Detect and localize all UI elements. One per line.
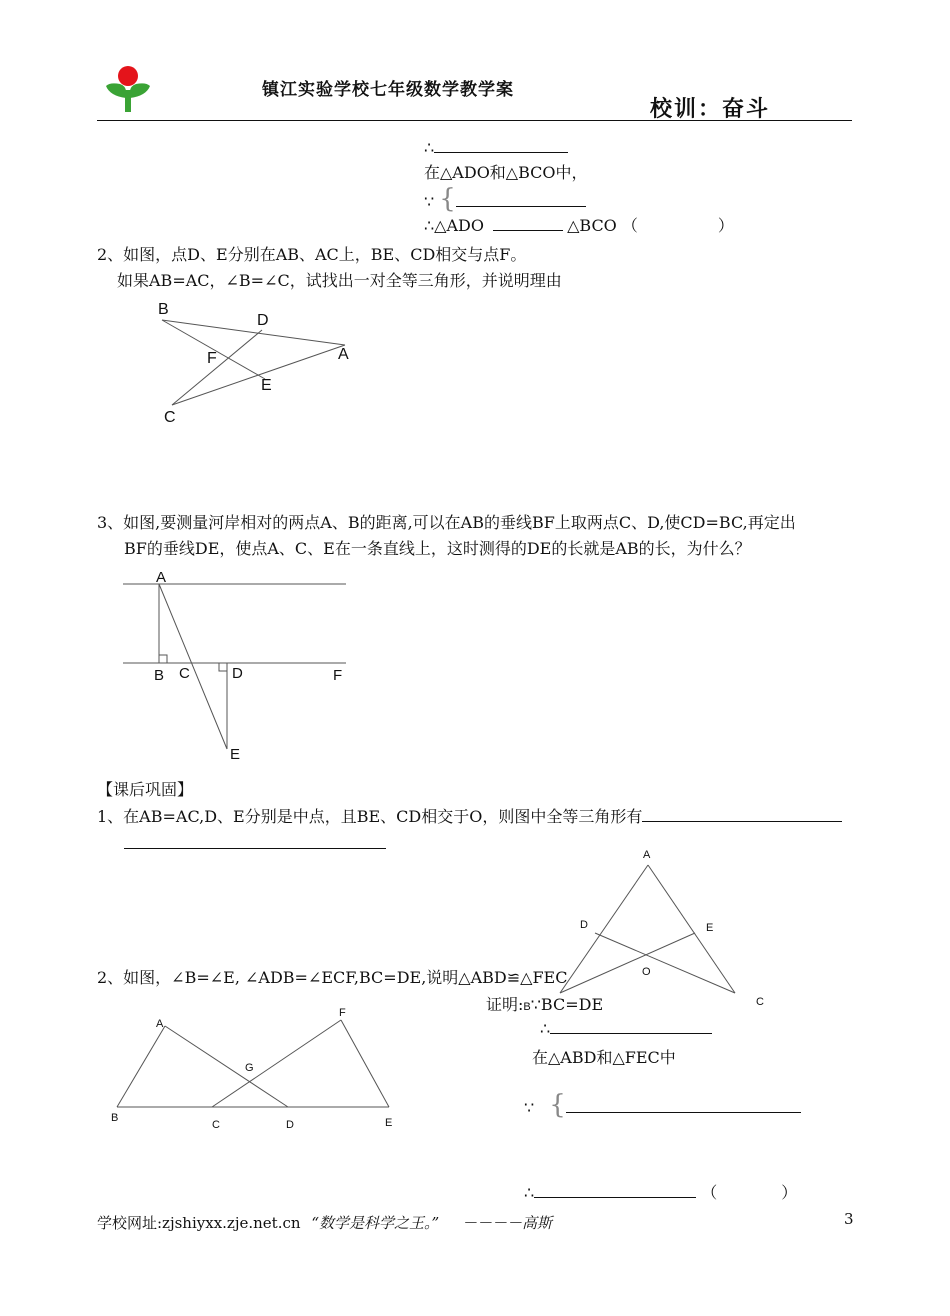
label-a: A <box>156 1018 164 1030</box>
brace-icon: { <box>549 1090 566 1120</box>
footer-site: 学校网址:zjshiyxx.zje.net.cn <box>97 1214 301 1232</box>
proof-conclusion-line-2 <box>524 1180 797 1203</box>
proof-bc-line <box>486 992 603 1015</box>
review-heading: 【课后巩固】 <box>97 780 194 799</box>
proof-because-line <box>424 184 586 214</box>
figure-two-triangles <box>105 1000 405 1135</box>
review-q1-text: 1、在AB=AC,D、E分别是中点，且BE、CD相交于O，则图中全等三角形有 <box>97 807 643 826</box>
label-b: B <box>523 1001 531 1013</box>
label-b: B <box>158 301 169 318</box>
header-title: 镇江实验学校七年级数学教学案 <box>262 80 514 100</box>
label-f: F <box>339 1007 346 1019</box>
answer-blank[interactable] <box>493 214 563 231</box>
label-c: C <box>756 996 764 1008</box>
because-symbol: ∵ <box>524 1098 535 1117</box>
label-c: C <box>212 1119 220 1131</box>
label-b: B <box>154 667 165 684</box>
q3-line2: BF的垂线DE，使点A、C、E在一条直线上，这时测得的DE的长就是AB的长，为什么？ <box>124 539 751 558</box>
proof-line-in-triangles: 在△ADO和△BCO中， <box>424 163 588 182</box>
label-e: E <box>385 1117 393 1129</box>
review-q1 <box>97 804 842 827</box>
label-e: E <box>261 377 272 394</box>
label-b: B <box>111 1112 119 1124</box>
figure-river-measure <box>120 566 360 766</box>
sprout-logo-icon <box>102 62 154 114</box>
proof-conclusion-line <box>424 213 734 236</box>
reason-paren: （ ） <box>621 216 734 235</box>
proof-therefore-line <box>424 136 568 157</box>
label-o: O <box>642 966 651 978</box>
answer-blank[interactable] <box>534 1181 696 1198</box>
conclusion-right: △BCO <box>567 216 617 235</box>
header-rule <box>97 120 852 121</box>
q3-line1: 3、如图,要测量河岸相对的两点A、B的距离,可以在AB的垂线BF上取两点C、D,使CD=BC,再定出 <box>97 513 796 532</box>
proof-in-triangles: 在△ABD和△FEC中 <box>532 1048 676 1067</box>
answer-blank[interactable] <box>642 805 842 822</box>
label-g: G <box>245 1062 254 1074</box>
footer-author: －－－－高斯 <box>461 1214 552 1232</box>
answer-blank[interactable] <box>434 136 568 153</box>
footer-quote: “数学是科学之王。” <box>311 1214 440 1232</box>
proof-bc: ∵BC=DE <box>530 995 604 1014</box>
figure-triangle-bfc <box>150 295 370 430</box>
label-a: A <box>643 849 651 861</box>
answer-blank[interactable] <box>566 1096 801 1113</box>
answer-blank[interactable] <box>124 832 386 849</box>
therefore-symbol: ∴ <box>424 138 435 157</box>
label-a: A <box>156 569 167 586</box>
label-d: D <box>580 919 588 931</box>
q2-line2: 如果AB=AC，∠B=∠C，试找出一对全等三角形，并说明理由 <box>117 271 562 290</box>
label-e: E <box>230 746 241 763</box>
therefore-symbol: ∴ <box>540 1019 551 1038</box>
label-d: D <box>286 1119 294 1131</box>
proof-therefore-line-2 <box>540 1017 712 1038</box>
proof-label: 证明: <box>486 995 524 1014</box>
label-f: F <box>207 350 217 367</box>
conclusion-left: ∴△ADO <box>424 216 484 235</box>
answer-blank[interactable] <box>456 190 586 207</box>
label-c: C <box>164 409 176 426</box>
brace-icon: { <box>439 184 456 214</box>
footer <box>97 1212 552 1233</box>
therefore-symbol: ∴ <box>524 1183 535 1202</box>
q2-line1: 2、如图，点D、E分别在AB、AC上，BE、CD相交与点F。 <box>97 245 527 264</box>
review-q1-continuation <box>124 832 386 853</box>
label-d: D <box>257 312 269 329</box>
label-d: D <box>232 665 243 682</box>
label-e: E <box>706 922 714 934</box>
answer-blank[interactable] <box>550 1017 712 1034</box>
label-f: F <box>333 667 343 684</box>
because-symbol: ∵ <box>424 192 435 211</box>
label-c: C <box>179 665 190 682</box>
page-number: 3 <box>844 1210 854 1228</box>
proof-because-line-2 <box>524 1090 801 1120</box>
header-motto: 校训：奋斗 <box>650 96 771 122</box>
label-a: A <box>338 346 349 363</box>
review-q2: 2、如图，∠B=∠E, ∠ADB=∠ECF,BC=DE,说明△ABD≌△FEC <box>97 968 568 987</box>
reason-paren: （ ） <box>701 1183 798 1202</box>
